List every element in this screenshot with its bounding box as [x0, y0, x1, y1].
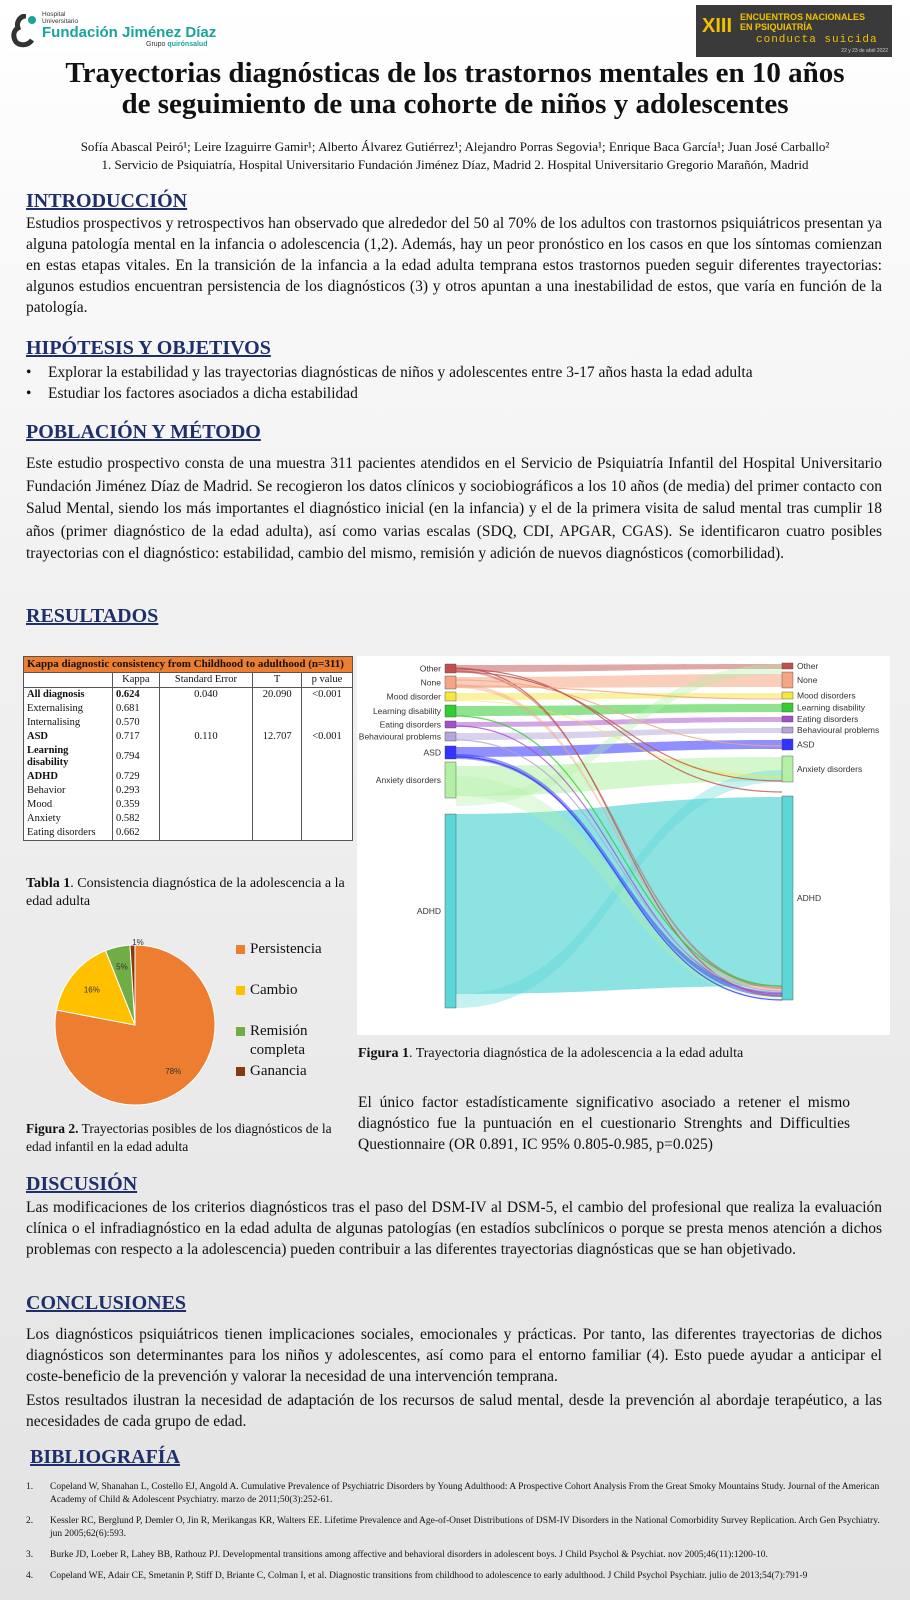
table-cell — [253, 716, 302, 730]
table-cell — [159, 798, 253, 812]
table-cell: 0.717 — [113, 730, 160, 744]
sankey-right-label-6: ASD — [797, 739, 815, 750]
sankey-right-label-3: Learning disability — [797, 702, 866, 713]
table-cell — [253, 812, 302, 826]
discussion-text: Las modificaciones de los criterios diagnósticos tras el paso del DSM-IV al DSM-5, el cambio del profesional que realiza la evaluación clínica o el infradiagnóstico en la edad adulta de algunas patologías (en estadíos subclínicos o porque se presta menos atención a dichos problemas con respecto a la adolescencia) pueden contribuir a las diferentes trayectorias diagnósticas que se han objetivado. — [26, 1199, 882, 1258]
results-heading: RESULTADOS — [26, 605, 159, 627]
legend-label: Ganancia — [250, 1063, 307, 1079]
reference-number: 4. — [26, 1571, 34, 1581]
table-header-cell: p value — [301, 673, 352, 688]
congress-line1: ENCUENTROS NACIONALES — [740, 12, 866, 22]
table-cell: ADHD — [24, 770, 113, 784]
table-cell — [301, 744, 352, 770]
sankey-left-label-0: Other — [419, 663, 441, 674]
table-cell — [301, 716, 352, 730]
logo-main-text: Fundación Jiménez Díaz — [42, 24, 217, 41]
sankey-left-label-4: Eating disorders — [379, 719, 441, 730]
table1-caption-label: Tabla 1 — [26, 876, 71, 891]
sankey-left-node-3 — [445, 705, 456, 717]
table-header-cell: Standard Error — [159, 673, 253, 688]
sankey-left-node-5 — [445, 732, 456, 741]
sankey-left-node-1 — [445, 676, 456, 689]
table-row — [24, 784, 353, 798]
sankey-left-label-5: Behavioural problems — [358, 731, 441, 742]
sankey-right-label-7: Anxiety disorders — [797, 764, 863, 774]
pie-label-2: 5% — [116, 962, 128, 972]
sankey-right-label-2: Mood disorders — [797, 690, 856, 701]
logo-small-text: Hospital Universitario — [42, 11, 79, 25]
table-row — [24, 812, 353, 826]
logo-mark-icon — [10, 14, 40, 48]
congress-date: 22 y 23 de abril 2022 — [841, 48, 888, 54]
sankey-right-node-5 — [782, 727, 793, 733]
title-line1: Trayectorias diagnósticas de los trastornos mentales en 10 años — [65, 57, 845, 89]
reference-item — [26, 1549, 882, 1562]
kappa-table — [23, 656, 353, 841]
sankey-right-label-1: None — [797, 675, 818, 685]
sankey-right-node-3 — [782, 703, 793, 712]
table-cell — [301, 826, 352, 841]
table-cell: Mood — [24, 798, 113, 812]
pie-label-1: 16% — [83, 985, 100, 995]
legend-item — [236, 981, 346, 1000]
legend-item — [236, 1022, 346, 1060]
authors-block — [0, 138, 910, 174]
legend-label: Cambio — [250, 982, 298, 998]
table-cell: 0.570 — [113, 716, 160, 730]
table-row — [24, 730, 353, 744]
reference-text: Copeland W, Shanahan L, Costello EJ, Angold A. Cumulative Prevalence of Psychiatric Disorders by Young Adulthood: A Prospective Cohort Analysis From the Great Smoky Mountains Study. Journal of the American Academy of Child & Adolescent Psychiatry. marzo de 2011;50(3):252-61. — [50, 1482, 880, 1505]
sankey-right-label-8: ADHD — [797, 893, 822, 903]
table-cell — [253, 770, 302, 784]
objective-item: • Estudiar los factores asociados a dicha estabilidad — [26, 383, 886, 404]
table-cell: All diagnosis — [24, 688, 113, 703]
table-cell — [159, 770, 253, 784]
pie-label-3: 1% — [132, 938, 144, 947]
table-row — [24, 826, 353, 841]
figure1-caption-label: Figura 1 — [358, 1046, 409, 1061]
legend-item — [236, 1062, 346, 1081]
table1-caption-text: . Consistencia diagnóstica de la adolescencia a la edad adulta — [26, 876, 345, 909]
table-cell: Externalising — [24, 702, 113, 716]
sankey-right-label-0: Other — [797, 661, 819, 671]
pie-chart — [40, 930, 230, 1120]
sankey-right-node-2 — [782, 692, 793, 699]
table-cell: Internalising — [24, 716, 113, 730]
sankey-diagram — [357, 656, 890, 1035]
table-cell — [159, 702, 253, 716]
table-cell: <0.001 — [301, 730, 352, 744]
table-cell — [159, 812, 253, 826]
table-cell: Anxiety — [24, 812, 113, 826]
table-cell: <0.001 — [301, 688, 352, 703]
sankey-right-node-8 — [782, 796, 793, 1000]
table-cell: 0.681 — [113, 702, 160, 716]
sankey-left-label-1: None — [420, 677, 441, 688]
figure2-caption-text: Trayectorias posibles de los diagnósticos de la edad infantil en la edad adulta — [26, 1121, 332, 1154]
table-cell — [253, 826, 302, 841]
sankey-left-label-8: ADHD — [416, 906, 441, 916]
figure1-caption-text: . Trayectoria diagnóstica de la adolescencia a la edad adulta — [408, 1046, 744, 1061]
legend-item — [236, 940, 346, 959]
reference-item — [26, 1515, 882, 1541]
table-cell — [159, 716, 253, 730]
table-caption: Kappa diagnostic consistency from Childhood to adulthood (n=311) — [24, 657, 353, 673]
method-heading: POBLACIÓN Y MÉTODO — [26, 421, 261, 443]
intro-text: Estudios prospectivos y retrospectivos han observado que alrededor del 50 al 70% de los adultos con trastornos psiquiátricos presentan ya alguna patología mental en la infancia o adolescencia (1,2). Además, hay un peor pronóstico en los casos en que los síntomas comienzan en estas etapas vitales. En la transición de la infancia a la edad adulta temprana estos trastornos pueden seguir diferentes trayectorias: algunos estudios encuentran persistencia de los diagnósticos (3) y otros apuntan a una inestabilidad de estos, que varía en función de la patología. — [26, 215, 882, 316]
sankey-left-node-4 — [445, 721, 456, 728]
reference-list — [26, 1481, 882, 1591]
table-cell — [159, 744, 253, 770]
table-row — [24, 744, 353, 770]
table-cell: Learning disability — [24, 744, 113, 770]
table-cell: 0.662 — [113, 826, 160, 841]
legend-label: Persistencia — [250, 941, 322, 957]
table-cell: Behavior — [24, 784, 113, 798]
table-cell: 0.293 — [113, 784, 160, 798]
table-cell: 12.707 — [253, 730, 302, 744]
reference-number: 1. — [26, 1482, 34, 1492]
logo-group-text: Grupo — [146, 41, 166, 48]
discussion-heading: DISCUSIÓN — [26, 1173, 138, 1195]
conclusions-heading: CONCLUSIONES — [26, 1292, 187, 1314]
congress-line2: EN PSIQUIATRÍA — [740, 22, 813, 32]
pie-legend — [236, 940, 346, 1103]
reference-text: Burke JD, Loeber R, Lahey BB, Rathouz PJ. Developmental transitions among affective and behavioral disorders in adolescent boys. J Child Psychol & Psychiat. nov 2005;46(11):1200-10. — [50, 1550, 768, 1560]
hypothesis-heading: HIPÓTESIS Y OBJETIVOS — [26, 337, 271, 359]
table-header-cell — [24, 673, 113, 688]
sankey-left-label-6: ASD — [423, 747, 441, 758]
table-cell: 20.090 — [253, 688, 302, 703]
affiliations: 1. Servicio de Psiquiatría, Hospital Universitario Fundación Jiménez Díaz, Madrid 2. Hospital Universitario Gregorio Marañón, Madrid — [101, 157, 809, 172]
reference-number: 2. — [26, 1516, 34, 1526]
legend-label: Remisión completa — [250, 1023, 308, 1058]
factor-text: El único factor estadísticamente significativo asociado a retener el mismo diagnóstico fue la puntuación en el cuestionario Strenghts and Difficulties Questionnaire (OR 0.891, IC 95% 0.805-0.985, p=0.025) — [358, 1094, 850, 1153]
table-cell — [253, 798, 302, 812]
legend-swatch — [236, 945, 245, 954]
legend-swatch — [236, 986, 245, 995]
table-row — [24, 716, 353, 730]
kappa-table-wrap — [23, 656, 353, 841]
sankey-left-node-8 — [445, 814, 456, 1008]
table-row — [24, 770, 353, 784]
table-header-cell: T — [253, 673, 302, 688]
figure2-caption — [26, 1120, 346, 1156]
table-row — [24, 702, 353, 716]
conclusions-p2: Estos resultados ilustran la necesidad de adaptación de los recursos de salud mental, desde la prevención al abordaje terapéutico, a las necesidades de cada grupo de edad. — [26, 1392, 882, 1430]
sankey-right-node-4 — [782, 716, 793, 722]
table-cell: 0.359 — [113, 798, 160, 812]
congress-line3: conducta suicida — [756, 34, 878, 46]
sankey-right-label-5: Behavioural problems — [797, 725, 880, 735]
sankey-left-label-7: Anxiety disorders — [375, 775, 441, 785]
sankey-left-label-3: Learning disability — [372, 706, 441, 716]
bibliography-heading: BIBLIOGRAFÍA — [30, 1446, 181, 1468]
table-row — [24, 688, 353, 703]
hospital-logo — [6, 6, 217, 52]
sankey-left-node-6 — [445, 746, 456, 759]
sankey-right-label-4: Eating disorders — [797, 714, 859, 724]
table-cell: 0.582 — [113, 812, 160, 826]
figure2-caption-label: Figura 2. — [26, 1121, 79, 1136]
reference-text: Kessler RC, Berglund P, Demler O, Jin R, Merikangas KR, Walters EE. Lifetime Prevalence and Age-of-Onset Distributions of DSM-IV Disorders in the National Comorbidity Survey Replication. Arch Gen Psychiatry. jun 2005;62(6):593. — [50, 1516, 880, 1539]
reference-text: Copeland WE, Adair CE, Smetanin P, Stiff D, Briante C, Colman I, et al. Diagnostic transitions from childhood to adolescence to early adulthood. J Child Psychol Psychiatr. julio de 2013;54(7):791-9 — [50, 1571, 808, 1581]
table-header-cell: Kappa — [113, 673, 160, 688]
table-cell — [301, 798, 352, 812]
sankey-left-node-2 — [445, 692, 456, 701]
sankey-flow-learning — [456, 704, 782, 716]
reference-number: 3. — [26, 1550, 34, 1560]
legend-swatch — [236, 1027, 245, 1036]
table-cell — [253, 702, 302, 716]
table-cell: 0.110 — [159, 730, 253, 744]
table-cell: ASD — [24, 730, 113, 744]
table1-caption — [26, 875, 356, 911]
sankey-right-node-0 — [782, 663, 793, 669]
sankey-right-node-1 — [782, 672, 793, 688]
table-cell — [253, 744, 302, 770]
sankey-left-node-0 — [445, 664, 456, 673]
intro-heading: INTRODUCCIÓN — [26, 190, 188, 212]
table-cell: 0.729 — [113, 770, 160, 784]
table-cell — [301, 812, 352, 826]
table-cell: 0.040 — [159, 688, 253, 703]
sankey-left-label-2: Mood disorder — [386, 691, 441, 702]
objectives-list — [26, 362, 886, 404]
authors: Sofía Abascal Peiró¹; Leire Izaguirre Gamir¹; Alberto Álvarez Gutiérrez¹; Alejandro Porras Segovia¹; Enrique Baca García¹; Juan José Carballo² — [80, 139, 830, 154]
logo-brand-text: quirónsalud — [167, 41, 208, 48]
table-cell — [301, 784, 352, 798]
pie-label-0: 78% — [165, 1067, 182, 1077]
figure1-caption — [358, 1045, 888, 1063]
table-cell: 0.794 — [113, 744, 160, 770]
poster-title — [20, 58, 890, 120]
reference-item — [26, 1570, 882, 1583]
sankey-right-node-6 — [782, 739, 793, 750]
reference-item — [26, 1481, 882, 1507]
table-cell — [159, 826, 253, 841]
table-cell — [159, 784, 253, 798]
table-row — [24, 798, 353, 812]
table-cell — [253, 784, 302, 798]
legend-swatch — [236, 1067, 245, 1076]
table-cell: 0.624 — [113, 688, 160, 703]
conclusions-p1: Los diagnósticos psiquiátricos tienen implicaciones sociales, emocionales y prácticas. Por tanto, las diferentes trayectorias de dichos diagnósticos son determinantes para los niños y adolescentes, así como para el entorno familiar (4). Esto puede ayudar a anticipar el coste-beneficio de la prevención y valorar la necesidad de una intervención temprana. — [26, 1326, 882, 1385]
title-line2: de seguimiento de una cohorte de niños y adolescentes — [121, 88, 789, 120]
sankey-left-node-7 — [445, 762, 456, 798]
method-text: Este estudio prospectivo consta de una muestra 311 pacientes atendidos en el Servicio de Psiquiatría Infantil del Hospital Universitario Fundación Jiménez Díaz de Madrid. Se recogieron los datos clínicos y sociobiográficos a los 10 años (de media) del primer contacto con Salud Mental, siendo los más importantes el diagnóstico inicial (en la infancia) y el de la primera visita de salud mental tras cumplir 18 años (primer diagnóstico de la edad adulta), así como varias escalas (SDQ, CDI, APGAR, CGAS). Se identificaron cuatro posibles trayectorias con el diagnóstico: estabilidad, cambio del mismo, remisión y adición de nuevos diagnósticos (comorbilidad). — [26, 455, 882, 562]
table-cell — [301, 770, 352, 784]
congress-logo — [696, 5, 892, 57]
congress-roman: XIII — [702, 15, 733, 37]
table-cell — [301, 702, 352, 716]
sankey-right-node-7 — [782, 756, 793, 782]
table-cell: Eating disorders — [24, 826, 113, 841]
objective-item: • Explorar la estabilidad y las trayectorias diagnósticas de niños y adolescentes entre 3-17 años hasta la edad adulta — [26, 362, 886, 383]
